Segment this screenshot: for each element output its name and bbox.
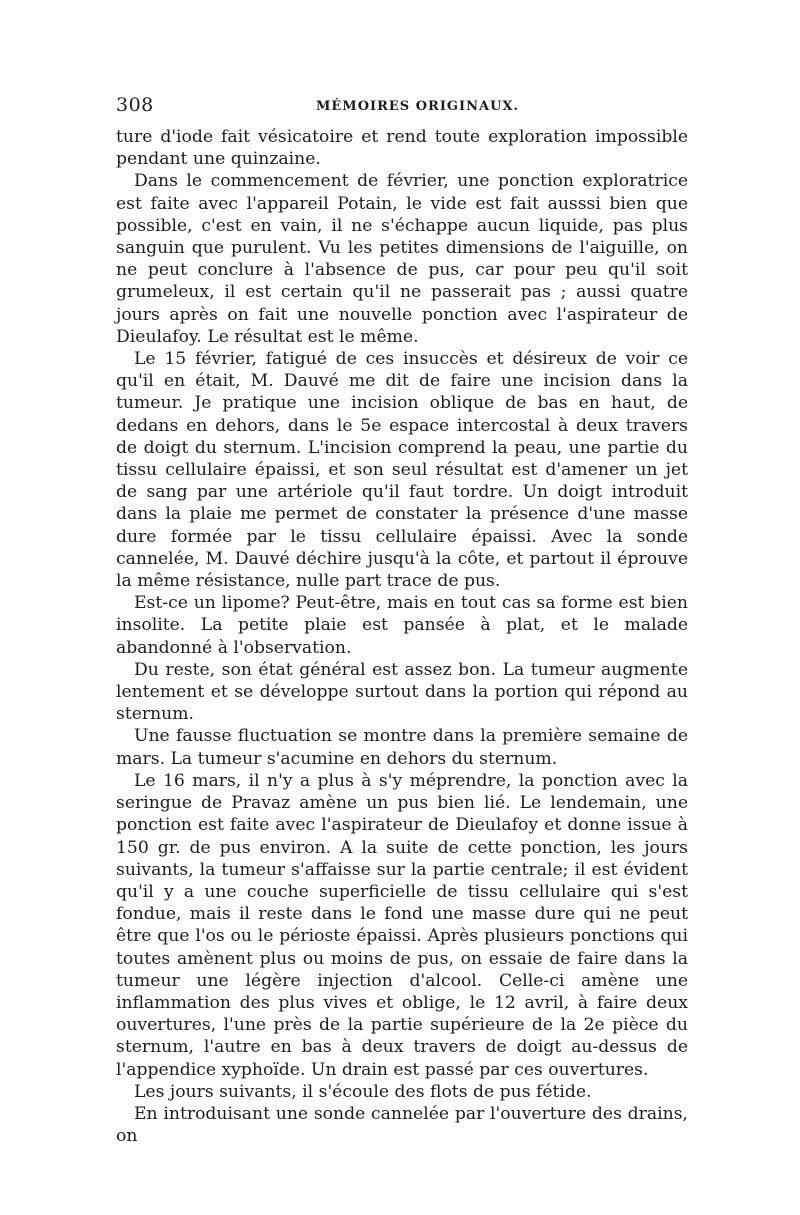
body-text <box>116 126 688 1147</box>
paragraph: Une fausse fluctuation se montre dans la première semaine de mars. La tumeur s'acumine en dehors du sternum. <box>116 726 688 769</box>
paragraph: En introduisant une sonde cannelée par l'ouverture des drains, on <box>116 1103 688 1147</box>
paragraph-continuation: ture d'iode fait vésicatoire et rend toute exploration impossible pendant une quinzaine. <box>116 127 688 170</box>
paragraph: Le 15 février, fatigué de ces insuccès et désireux de voir ce qu'il en était, M. Dauvé me dit de faire une incision dans la tumeur. Je pratique une incision oblique de bas en haut, de dedans en dehors, dans le 5e espace intercostal à deux travers de doigt du sternum. L'incision comprend la peau, une partie du tissu cellulaire épaissi, et son seul résultat est d'amener un jet de sang par une artériole qu'il faut tordre. Un doigt introduit dans la plaie me permet de constater la présence d'une masse dure formée par le tissu cellulaire épaissi. Avec la sonde cannelée, M. Dauvé déchire jusqu'à la côte, et partout il éprouve la même résistance, nulle part trace de pus. <box>116 349 688 592</box>
paragraph: Du reste, son état général est assez bon. La tumeur augmente lentement et se développe surtout dans la portion qui répond au sternum. <box>116 659 688 725</box>
running-title: MÉMOIRES ORIGINAUX. <box>316 99 520 114</box>
paragraph: Dans le commencement de février, une ponction exploratrice est faite avec l'appareil Potain, le vide est fait ausssi bien que possible, c'est en vain, il ne s'échappe aucun liquide, pas plus sanguin que purulent. Vu les petites dimensions de l'aiguille, on ne peut conclure à l'absence de pus, car pour peu qu'il soit grumeleux, il est certain qu'il ne passerait pas ; aussi quatre jours après on fait une nouvelle ponction avec l'aspirateur de Dieulafoy. Le résultat est le même. <box>116 171 688 347</box>
paragraph: Est-ce un lipome? Peut-être, mais en tout cas sa forme est bien insolite. La petite plaie est pansée à plat, et le malade abandonné à l'observation. <box>116 593 688 658</box>
page-number: 308 <box>116 94 154 116</box>
paragraph: Le 16 mars, il n'y a plus à s'y méprendre, la ponction avec la seringue de Pravaz amène un pus bien lié. Le lendemain, une ponction est faite avec l'aspirateur de Dieulafoy et donne issue à 150 gr. de pus environ. A la suite de cette ponction, les jours suivants, la tumeur s'affaisse sur la partie centrale; il est évident qu'il y a une couche superficielle de tissu cellulaire qui s'est fondue, mais il reste dans le fond une masse dure qui ne peut être que l'os ou le périoste épaissi. Après plusieurs ponctions qui toutes amènent plus ou moins de pus, on essaie de faire dans la tumeur une légère injection d'alcool. Celle-ci amène une inflammation des plus vives et oblige, le 12 avril, à faire deux ouvertures, l'une près de la partie supérieure de la 2e pièce du sternum, l'autre en bas à deux travers de doigt au-dessus de l'appendice xyphoïde. Un drain est passé par ces ouvertures. <box>116 770 688 1080</box>
running-head <box>116 94 688 126</box>
paragraph: Les jours suivants, il s'écoule des flots de pus fétide. <box>134 1081 592 1102</box>
book-page <box>116 94 688 1147</box>
